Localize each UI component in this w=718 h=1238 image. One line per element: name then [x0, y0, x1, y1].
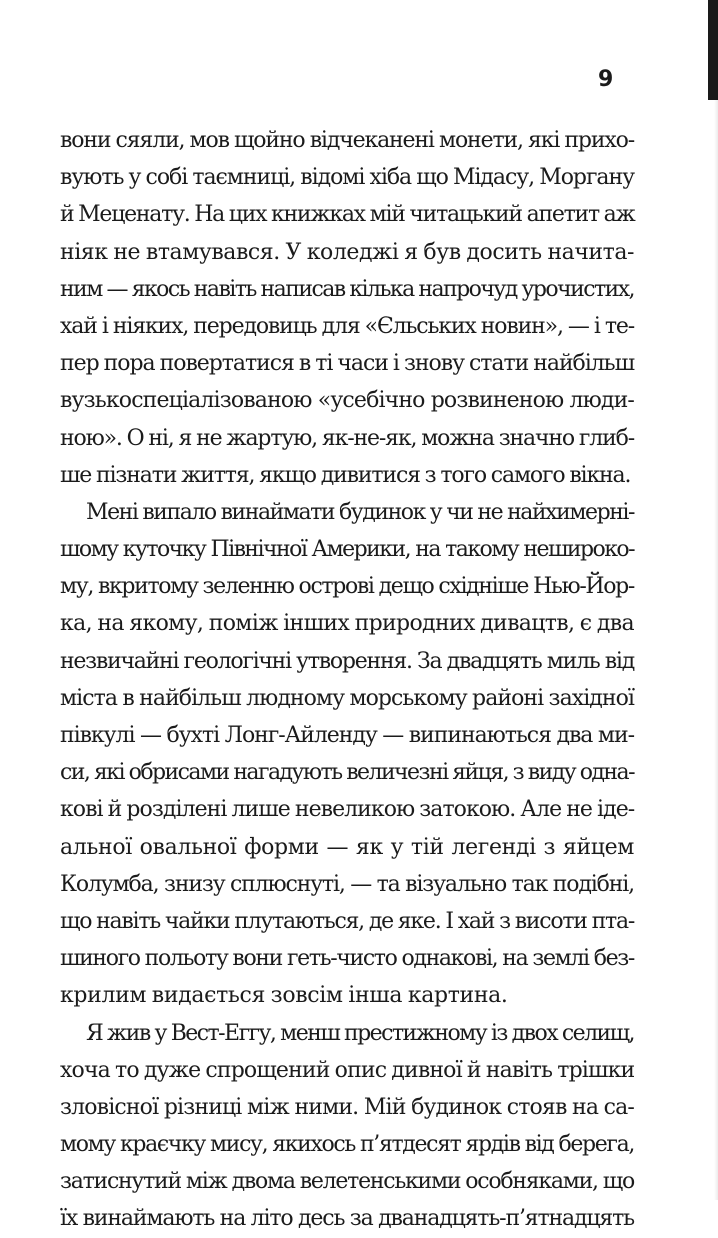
text-line: зловісної різниці між ними. Мій будинок стояв на са-	[60, 1094, 634, 1120]
text-line: вузькоспеціалізованою «усебічно розвиненою люди-	[60, 388, 634, 414]
text-line: крилим видається зовсім інша картина.	[60, 983, 508, 1009]
text-line: шиного польоту вони геть-чисто однакові, на землі без-	[60, 946, 634, 972]
text-line: ніяк не втамувався. У коледжі я був досить начита-	[60, 239, 634, 265]
text-line: Мені випало винаймати будинок у чи не найхимерні-	[86, 499, 634, 525]
text-line: кові й розділені лише невеликою затокою. Але не іде-	[60, 797, 635, 823]
text-line: ним — якось навіть написав кілька напрочуд урочистих,	[60, 276, 634, 302]
text-line: й Меценату. На цих книжках мій читацький апетит аж	[60, 202, 635, 228]
body-text	[60, 122, 634, 1238]
text-line: ною». О ні, я не жартую, як-не-як, можна значно глиб-	[60, 425, 634, 451]
text-line: Я жив у Вест-Еггу, менш престижному із двох селищ,	[86, 1020, 634, 1046]
text-line: що навіть чайки плутаються, де яке. І хай з висоти пта-	[60, 908, 634, 934]
text-line: вують у собі таємниці, відомі хіба що Мідасу, Моргану	[60, 165, 634, 191]
text-line: затиснутий між двома велетенськими особняками, що	[60, 1169, 634, 1195]
text-line: шому куточку Північної Америки, на такому нешироко-	[60, 537, 634, 563]
text-line: хай і ніяких, передовиць для «Єльських новин», — і те-	[60, 313, 634, 339]
text-line: міста в найбільш людному морському районі західної	[60, 685, 634, 711]
text-line: їх винаймають на літо десь за дванадцять-п’ятнадцять	[60, 1206, 634, 1232]
text-line: ше пізнати життя, якщо дивитися з того самого вікна.	[60, 462, 631, 488]
page-edge-shadow	[714, 100, 718, 1200]
text-line: Колумба, знизу сплюснуті, — та візуально так подібні,	[60, 871, 634, 897]
page-number: 9	[598, 67, 614, 92]
text-line: му, вкритому зеленню острові дещо східніше Нью-Йор-	[60, 574, 634, 600]
text-line: півкулі — бухті Лонг-Айленду — випинаються два ми-	[60, 723, 634, 748]
text-line: ка, на якому, поміж інших природних дивацтв, є два	[60, 611, 634, 637]
text-line: мому краєчку мису, якихось п’ятдесят ярдів від берега,	[60, 1132, 634, 1158]
text-line: си, які обрисами нагадують величезні яйця, з виду одна-	[60, 760, 634, 786]
page-edge-mark	[708, 0, 718, 100]
text-line: хоча то дуже спрощений опис дивної й навіть трішки	[60, 1057, 635, 1083]
text-line: вони сяяли, мов щойно відчеканені монети, які прихо-	[60, 128, 634, 153]
text-line: незвичайні геологічні утворення. За двадцять миль від	[60, 648, 634, 674]
text-line: альної овальної форми — як у тій легенді з яйцем	[60, 834, 634, 860]
text-line: пер пора повертатися в ті часи і знову стати найбільш	[60, 351, 634, 377]
